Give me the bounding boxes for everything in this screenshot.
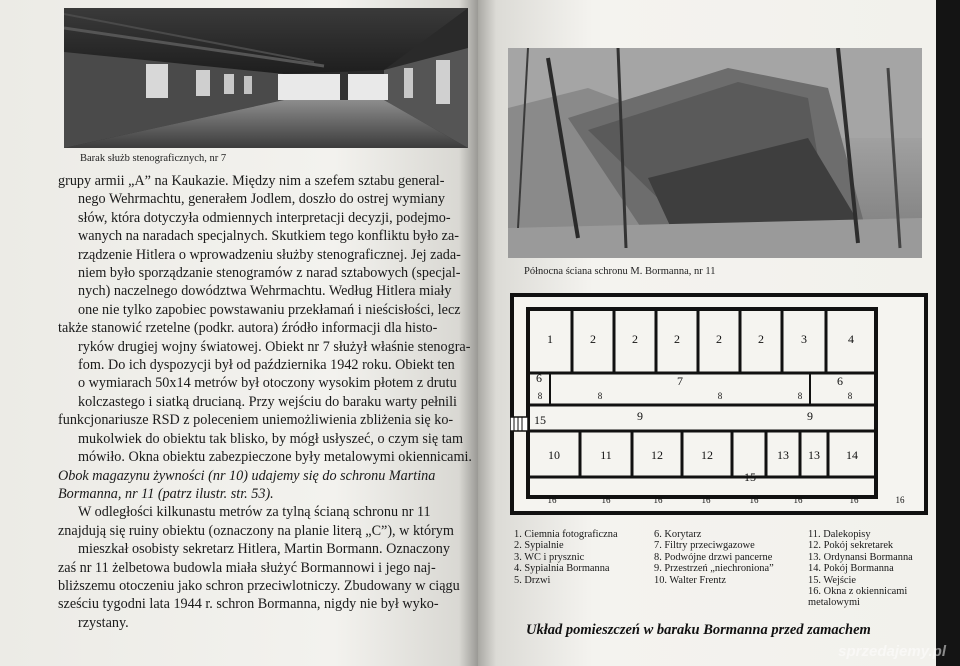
watermark: sprzedajemy.pl <box>838 643 946 660</box>
legend-item: 15. Wejście <box>808 574 857 586</box>
text-line: kolczastego i siatką drucianą. Przy wejściu do baraku warty pełnili <box>78 393 457 410</box>
text-line: zaś nr 11 żelbetowa budowla miała służyć Bormannowi i jego naj- <box>58 559 436 576</box>
room-label-r8d: 8 <box>797 391 803 401</box>
room-label-r14: 14 <box>846 448 858 462</box>
bunker-floor-plan <box>510 293 928 515</box>
room-label-r16h: 16 <box>895 495 905 505</box>
room-label-r12b: 12 <box>701 448 713 462</box>
legend-column-2 <box>654 529 774 586</box>
text-line: wanych na naradach specjalnych. Skutkiem tego konfliktu było za- <box>78 228 459 245</box>
room-label-r2c: 2 <box>674 332 680 346</box>
room-label-r8a: 8 <box>537 391 543 401</box>
legend-column-1 <box>514 529 618 586</box>
legend-item: 8. Podwójne drzwi pancerne <box>654 551 773 563</box>
room-label-r3: 3 <box>801 332 807 346</box>
text-line: mukolwiek do obiektu tak blisko, by mógł usłyszeć, o czym się tam <box>78 430 463 447</box>
room-label-r8b: 8 <box>597 391 603 401</box>
room-label-r6a: 6 <box>536 371 542 385</box>
photo-bormann-bunker-north-wall <box>508 48 922 258</box>
legend-item: 13. Ordynansi Bormanna <box>808 551 913 563</box>
text-line: Obok magazynu żywności (nr 10) udajemy się do schronu Martina <box>58 467 436 484</box>
legend-item: 7. Filtry przeciwgazowe <box>654 540 755 552</box>
photo-caption-right: Północna ściana schronu M. Bormanna, nr 11 <box>524 266 716 277</box>
room-label-r10: 10 <box>548 448 560 462</box>
text-line: grupy armii „A” na Kaukazie. Między nim a szefem sztabu general- <box>58 173 445 189</box>
text-line: ryków drugiej wojny światowej. Obiekt nr 7 służył właśnie stenogra- <box>78 338 471 355</box>
text-line: mówiło. Okna obiektu zabezpieczone były metalowymi okiennicami. <box>78 449 472 466</box>
plan-title: Układ pomieszczeń w baraku Bormanna przed zamachem <box>526 622 871 638</box>
photo-caption-left: Barak służb stenograficznych, nr 7 <box>80 153 227 164</box>
legend-column-3 <box>808 529 913 609</box>
text-line: sześciu tygodni lata 1944 r. schron Bormanna, nigdy nie był wyko- <box>58 596 439 613</box>
text-line: W odległości kilkunastu metrów za tylną ścianą schronu nr 11 <box>78 504 431 521</box>
legend-item: 4. Sypialnia Bormanna <box>514 563 610 575</box>
text-line: rządzenie Hitlera o wprowadzeniu służby stenograficznej. Jej zada- <box>78 246 461 263</box>
room-label-r12a: 12 <box>651 448 663 462</box>
room-label-r16b: 16 <box>601 495 611 505</box>
text-line: fom. Do ich dyspozycji był od października 1942 roku. Obiekt ten <box>78 357 455 374</box>
legend-item: 6. Korytarz <box>654 529 702 540</box>
room-label-r2b: 2 <box>632 332 638 346</box>
room-label-r2e: 2 <box>758 332 764 346</box>
room-label-r15a: 15 <box>534 413 546 427</box>
photo-stenographers-barrack <box>64 8 468 148</box>
left-page <box>0 0 478 666</box>
text-line: funkcjonariusze RSD z poleceniem uniemożliwienia zbliżenia się ko- <box>58 412 454 429</box>
legend-item: 14. Pokój Bormanna <box>808 563 894 575</box>
legend-item: 2. Sypialnie <box>514 540 564 552</box>
room-label-r13a: 13 <box>777 448 789 462</box>
text-line: bliższemu otoczeniu jako schron przeciwlotniczy. Zbudowany w ciągu <box>58 577 460 594</box>
room-label-r15b: 15 <box>744 470 756 484</box>
text-line: słów, która dotyczyła odmiennych interpretacji decyzji, podejmo- <box>78 209 451 226</box>
right-page <box>478 0 936 666</box>
room-label-r7: 7 <box>677 374 683 388</box>
legend-item: metalowymi <box>808 597 860 609</box>
text-line: znajdują się ruiny obiektu (oznaczony na planie literą „C”), w którym <box>58 522 454 539</box>
room-label-r8c: 8 <box>717 391 723 401</box>
legend-item: 5. Drzwi <box>514 574 551 586</box>
room-label-r16a: 16 <box>547 495 557 505</box>
legend-item: 16. Okna z okiennicami <box>808 586 908 598</box>
legend-item: 12. Pokój sekretarek <box>808 540 894 552</box>
room-label-r16g: 16 <box>849 495 859 505</box>
room-label-r9b: 9 <box>807 409 813 423</box>
legend-item: 1. Ciemnia fotograficzna <box>514 529 618 540</box>
room-label-r2a: 2 <box>590 332 596 346</box>
text-line: rzystany. <box>78 614 129 631</box>
legend-item: 3. WC i prysznic <box>514 551 585 563</box>
room-label-r13b: 13 <box>808 448 820 462</box>
legend-item: 10. Walter Frentz <box>654 574 726 586</box>
room-label-r4: 4 <box>848 332 854 346</box>
text-line: Bormanna, nr 11 (patrz ilustr. str. 53). <box>58 485 274 502</box>
room-label-r1: 1 <box>547 332 553 346</box>
room-label-r16e: 16 <box>749 495 759 505</box>
room-label-r16d: 16 <box>701 495 711 505</box>
room-label-r6b: 6 <box>837 374 843 388</box>
room-label-r11: 11 <box>600 448 612 462</box>
room-label-r2d: 2 <box>716 332 722 346</box>
room-label-r16c: 16 <box>653 495 663 505</box>
text-line: o wymiarach 50x14 metrów był otoczony wysokim płotem z drutu <box>78 375 457 392</box>
legend-item: 11. Dalekopisy <box>808 529 871 540</box>
text-line: one nie tylko zapobiec powstawaniu przekłamań i nieścisłości, lecz <box>78 301 461 318</box>
text-line: nych) naczelnego dowództwa Wehrmachtu. Według Hitlera miały <box>78 283 452 300</box>
text-line: mieszkał osobisty sekretarz Hitlera, Martin Bormann. Oznaczony <box>78 541 450 558</box>
legend-item: 9. Przestrzeń „niechroniona” <box>654 563 774 575</box>
room-label-r8e: 8 <box>847 391 853 401</box>
text-line: nego Wehrmachtu, generałem Jodlem, doszło do ostrej wymiany <box>78 191 445 208</box>
room-label-r9a: 9 <box>637 409 643 423</box>
body-text <box>58 172 476 632</box>
text-line: niem było sporządzanie stenogramów z narad sztabowych (specjal- <box>78 265 461 282</box>
text-line: także stanowić rzetelne (podkr. autora) źródło informacji dla histo- <box>58 320 438 337</box>
room-label-r16f: 16 <box>793 495 803 505</box>
